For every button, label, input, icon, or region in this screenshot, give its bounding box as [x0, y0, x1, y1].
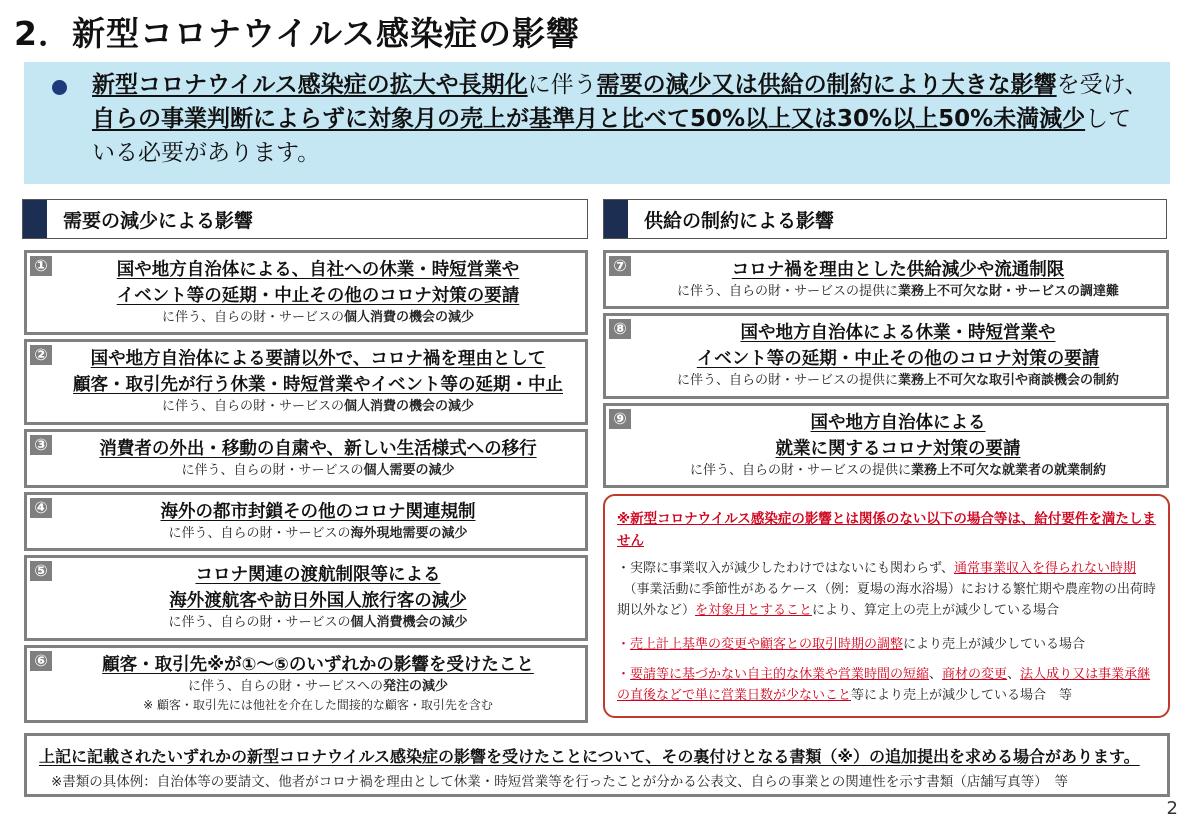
note-highlight: 要請等に基づかない自主的な休業や営業時間の短縮: [630, 667, 930, 682]
item-effect-prefix: に伴う、自らの財・サービスの提供に: [689, 463, 911, 478]
summary-banner: [24, 62, 1170, 184]
summary-plain: している必要があります。: [92, 106, 1132, 166]
item-effect-key: 個人消費の機会の減少: [344, 399, 475, 414]
item-effect-prefix: に伴う、自らの財・サービスの: [168, 615, 351, 630]
item-title-line: 消費者の外出・移動の自粛や、新しい生活様式への移行: [99, 439, 537, 459]
item-title-line: イベント等の延期・中止その他のコロナ対策の要請: [116, 286, 520, 306]
item-number-badge: ⑤: [30, 561, 52, 581]
item-number-badge: ②: [30, 345, 52, 365]
item-title: [57, 257, 579, 309]
item-title-line: 国や地方自治体による: [810, 413, 986, 433]
item-number-badge: ⑥: [30, 651, 52, 671]
item-effect-key: 業務上不可欠な就業者の就業制約: [911, 463, 1107, 478]
note-etc: 等: [1059, 688, 1073, 703]
item-number-badge: ①: [30, 256, 52, 276]
item-title-line: コロナ関連の渡航制限等による: [195, 565, 441, 585]
item-title: [57, 346, 579, 398]
note-text: 実際に事業収入が減少したわけではないにも関わらず、: [630, 561, 954, 576]
item-title-line: 就業に関するコロナ対策の要請: [775, 439, 1021, 459]
item-title: [636, 320, 1160, 372]
item-title-line: 国や地方自治体による、自社への休業・時短営業や: [116, 260, 520, 280]
demand-item: [24, 555, 588, 641]
item-effect-prefix: に伴う、自らの財・サービスへの: [187, 679, 383, 694]
summary-plain: を受け、: [1056, 72, 1148, 98]
item-title-line: 国や地方自治体による要請以外で、コロナ禍を理由として: [90, 349, 546, 369]
demand-header-label: 需要の減少による影響: [63, 210, 254, 232]
item-effect-prefix: に伴う、自らの財・サービスの提供に: [676, 373, 898, 388]
demand-item: [24, 492, 588, 551]
item-title-line: イベント等の延期・中止その他のコロナ対策の要請: [696, 349, 1100, 369]
item-title-line: 顧客・取引先が行う休業・時短営業やイベント等の延期・中止: [73, 375, 563, 395]
item-effect: [636, 462, 1160, 480]
page-number: 2: [1166, 798, 1178, 819]
note-text: （事業活動に季節性があるケース（例：夏場の海水浴場）における繁忙期や農産物の出荷時期以外など）: [617, 582, 1156, 618]
supply-item: [603, 250, 1169, 309]
item-number-badge: ⑦: [609, 256, 631, 276]
summary-emphasis: 需要の減少又は供給の制約により大きな影響: [596, 72, 1057, 98]
item-effect: [57, 614, 579, 632]
supply-header: [603, 199, 1167, 239]
item-title-line: 海外渡航客や訪日外国人旅行客の減少: [169, 591, 467, 611]
item-title-line: 国や地方自治体による休業・時短営業や: [740, 323, 1056, 343]
note-title: ※新型コロナウイルス感染症の影響とは関係のない以下の場合等は、給付要件を満たしません: [617, 511, 1156, 549]
header-accent: [23, 200, 47, 238]
item-effect-key: 発注の減少: [383, 679, 449, 694]
item-title: [57, 652, 579, 678]
item-effect: [636, 283, 1160, 301]
item-number-badge: ④: [30, 498, 52, 518]
footer-sub-text: ※書類の具体例：自治体等の要請文、他者がコロナ禍を理由として休業・時短営業等を行ったことが分かる公表文、自らの事業との関連性を示す書類（店舗写真等） 等: [51, 774, 1069, 790]
item-effect: [57, 462, 579, 480]
item-effect-prefix: に伴う、自らの財・サービスの: [181, 463, 364, 478]
demand-header: [22, 199, 588, 239]
footer-main-text: 上記に記載されたいずれかの新型コロナウイルス感染症の影響を受けたことについて、その裏付けとなる書類（※）の追加提出を求める場合があります。: [39, 747, 1140, 766]
note-text: により、算定上の売上が減少している場合: [812, 603, 1060, 618]
header-accent: [604, 200, 628, 238]
item-effect-prefix: に伴う、自らの財・サービスの: [161, 399, 344, 414]
item-title: [57, 499, 579, 525]
note-highlight: 売上計上基準の変更や顧客との取引時期の調整: [630, 637, 904, 652]
page-title: 2．新型コロナウイルス感染症の影響: [14, 14, 580, 53]
item-effect: [57, 309, 579, 327]
summary-text: [92, 68, 1152, 170]
item-number-badge: ⑨: [609, 409, 631, 429]
item-number-badge: ⑧: [609, 319, 631, 339]
note-text: 等により売上が減少している場合: [851, 688, 1047, 703]
item-title-line: 顧客・取引先※が①～⑤のいずれかの影響を受けたこと: [102, 655, 534, 675]
demand-item: [24, 250, 588, 335]
item-effect-key: 個人消費の機会の減少: [344, 310, 475, 325]
item-effect-key: 海外現地需要の減少: [350, 526, 468, 541]
item-effect-key: 個人需要の減少: [363, 463, 455, 478]
item-effect-key: 業務上不可欠な取引や商談機会の制約: [898, 373, 1120, 388]
bullet-icon: [52, 80, 67, 95]
demand-item: [24, 645, 588, 723]
item-effect: [57, 398, 579, 416]
item-effect-key: 個人消費機会の減少: [350, 615, 468, 630]
item-title: [636, 257, 1160, 283]
item-title: [57, 436, 579, 462]
note-bullet-2: ・売上計上基準の変更や顧客との取引時期の調整により売上が減少している場合: [617, 637, 1086, 652]
footer-box: [24, 733, 1170, 797]
note-bullet-3: ・要請等に基づかない自主的な休業や営業時間の短縮、商材の変更、法人成り又は事業承継の直後などで単に営業日数が少ないこと等により売上が減少している場合 等: [617, 667, 1151, 703]
item-number-badge: ③: [30, 435, 52, 455]
note-bullet-1: ・実際に事業収入が減少したわけではないにも関わらず、通常事業収入を得られない時期 （事業活動に季節性があるケース（例：夏場の海水浴場）における繁忙期や農産物の出荷時期以外など）を対象月とすることにより、算定上の売上が減少している場合: [617, 561, 1156, 618]
supply-header-label: 供給の制約による影響: [644, 210, 835, 232]
item-title: [57, 562, 579, 614]
item-effect: [636, 372, 1160, 390]
item-title: [636, 410, 1160, 462]
note-highlight: を対象月とすること: [695, 603, 813, 618]
supply-item: [603, 313, 1169, 399]
item-effect: [57, 678, 579, 696]
item-title-line: 海外の都市封鎖その他のコロナ関連規制: [160, 502, 476, 522]
item-effect-prefix: に伴う、自らの財・サービスの提供に: [676, 284, 898, 299]
item-effect: [57, 525, 579, 543]
item-footnote: ※ 顧客・取引先には他社を介在した間接的な顧客・取引先を含む: [143, 698, 493, 712]
note-highlight: 商材の変更: [942, 667, 1008, 682]
summary-emphasis: 自らの事業判断によらずに対象月の売上が基準月と比べて50%以上又は30%以上50%未満減少: [92, 106, 1086, 132]
summary-emphasis: 新型コロナウイルス感染症の拡大や長期化: [92, 72, 528, 98]
demand-item: [24, 429, 588, 488]
item-effect-prefix: に伴う、自らの財・サービスの: [161, 310, 344, 325]
note-highlight: 通常事業収入を得られない時期: [953, 561, 1136, 576]
note-text: 、: [929, 667, 943, 682]
summary-plain: に伴う: [527, 72, 597, 98]
note-text: 、: [1007, 667, 1021, 682]
item-title-line: コロナ禍を理由とした供給減少や流通制限: [731, 260, 1065, 280]
item-effect-key: 業務上不可欠な財・サービスの調達難: [898, 284, 1120, 299]
supply-item: [603, 403, 1169, 488]
note-text: により売上が減少している場合: [903, 637, 1086, 652]
demand-item: [24, 339, 588, 425]
item-effect-prefix: に伴う、自らの財・サービスの: [168, 526, 351, 541]
note-highlight: 法人成り又は事業承継の直後などで単に営業日数が少ないこと: [617, 667, 1151, 703]
exclusion-note: [603, 494, 1170, 718]
